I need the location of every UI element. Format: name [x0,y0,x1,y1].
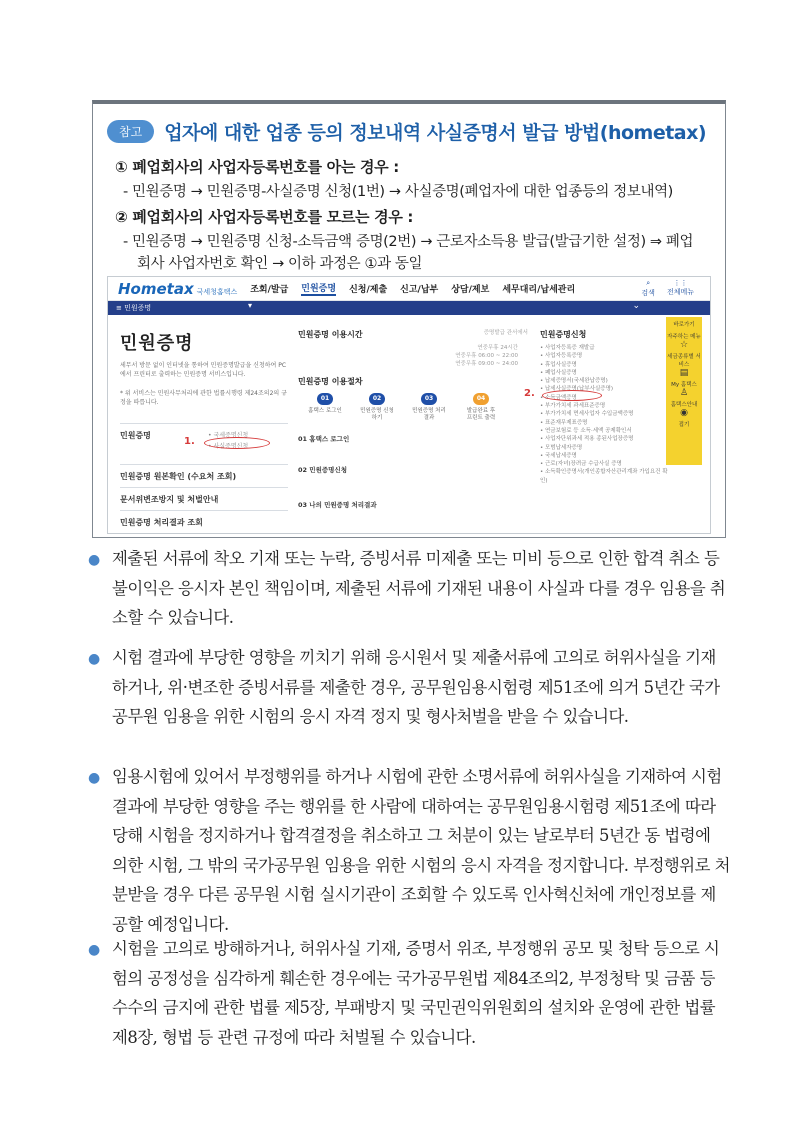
apply-item-11[interactable]: • 사업자단위과세 적용 종된사업장증명 [540,436,634,443]
bullet-icon: ● [88,942,101,958]
step-2: 02 민원증명 신청하기 [360,395,394,421]
nav-item-agent[interactable]: 세무대리/납세관리 [502,285,576,295]
quick-link-my-hometax[interactable]: My 홈택스 ♙ [666,381,702,397]
apply-list-title: 민원증명신청 [540,330,587,339]
page-title: 민원증명 [120,333,194,354]
mid-item-apply-desc [298,474,528,494]
apply-item-9[interactable]: • 표준재무제표증명 [540,419,588,426]
bullet-icon: ● [88,651,101,667]
breadcrumb[interactable]: ≡ 민원증명 [116,304,152,312]
reference-header [107,118,706,145]
menu-item-certificate[interactable]: 민원증명 • 국세증명신청 • 사실증명신청 [120,423,288,463]
quick-link-favorites[interactable]: 자주하는 메뉴 ☆ [667,334,701,350]
apply-item-12[interactable]: • 모범납세자증명 [540,444,583,451]
left-column [120,329,288,407]
quick-link-title: 바로가기 [673,322,695,328]
case1-heading: ① 폐업회사의 사업자등록번호를 아는 경우 : [115,158,399,176]
quick-link-guide[interactable]: 홈택스안내 ◉ [666,401,702,417]
apply-item-4[interactable]: • 납세증명서(국세완납증명) [540,378,608,385]
highlight-oval-2 [542,390,602,401]
star-icon: ☆ [679,340,689,350]
hours-link[interactable]: 증명발급 관서에서 [483,330,528,336]
help-icon: ◉ [680,408,688,418]
search-button[interactable]: ⌕ 검색 [641,279,655,297]
note-4: 시험을 고의로 방해하거나, 허위사실 기재, 증명서 위조, 부정행위 공모 및 청탁 등으로 시험의 공정성을 심각하게 훼손한 경우에는 국가공무원법 제84조의2, 부정청탁 및 금품 등 수수의 금지에 관한 법률 제5장, 부패방지 및 국민권익위원회의 설치와 운영에 관한 법률 제8장, 형법 등 관련 규정에 따라 처벌될 수 있습니다. [112,939,720,1047]
note-2: 시험 결과에 부당한 영향을 끼치기 위해 응시원서 및 제출서류에 고의로 허위사실을 기재하거나, 위·변조한 증빙서류를 제출한 경우, 공무원임용시험령 제51조에 의거 5년간 국가공무원 임용을 위한 시험의 응시 자격 정지 및 형사처벌을 받을 수 있습니다. [112,648,720,726]
note-1: 제출된 서류에 착오 기재 또는 누락, 증빙서류 미제출 또는 미비 등으로 인한 합격 취소 등 불이익은 응시자 본인 책임이며, 제출된 서류에 기재된 내용이 사실과 다를 경우 임용을 취소할 수 있습니다. [112,549,726,627]
page-note: * 위 서비스는 민원사무처리에 관한 법률시행령 제24조의2의 규정을 따릅니다. [120,390,287,406]
menu-item-original-check[interactable]: 민원증명 원본확인 (수요처 조회) [120,464,288,486]
mid-item-login-desc [298,443,528,459]
hours-title: 민원증명 이용시간 [298,330,363,339]
right-column [540,329,668,485]
apply-item-5[interactable]: • 납세사실증명(납부사실증명) [540,386,614,393]
chevron-down-icon[interactable]: ⌄ [632,301,640,311]
highlight-oval-1 [204,437,270,449]
page-description: 세무서 방문 없이 인터넷을 통하여 민원증명발급을 신청하여 PC에서 프린터로 출력하는 민원증명 서비스입니다. [120,362,287,378]
procedure-steps [298,393,528,422]
apply-item-10[interactable]: • 연금보험료 등 소득·세액 공제확인서 [540,427,632,434]
nav-item-apply[interactable]: 신청/제출 [349,285,388,295]
procedure-title: 민원증명 이용절차 [298,377,363,386]
step-3: 03 민원증명 처리결과 [412,395,446,421]
nav-item-lookup[interactable]: 조회/발급 [250,285,289,295]
header-icons [641,279,710,298]
step-1: 01 홈택스 로그인 [308,395,342,414]
apply-item-3[interactable]: • 폐업사실증명 [540,369,577,376]
hours-weekday: 연중무휴 24시간 [477,345,518,351]
mid-item-login: 01 홈택스 로그인 [298,435,350,443]
apply-item-8[interactable]: • 부가가치세 면세사업자 수입금액증명 [540,411,634,418]
case2-line1: - 민원증명 → 민원증명 신청-소득금액 증명(2번) → 근로자소득용 발급(발급기한 설정) ⇒ 폐업 [123,234,694,250]
all-menu-button[interactable]: ⋮⋮ 전체메뉴 [666,279,694,296]
step-4: 04 발급완료 후 프린트 출력 [466,395,496,421]
bullet-icon: ● [88,552,101,568]
dropdown-icon[interactable]: ▾ [248,301,253,310]
document-icon: ▤ [679,368,689,378]
submenu-national-tax[interactable]: • 국세증명신청 [208,432,249,439]
hours-time1: 연중무휴 06:00 ~ 22:00 [455,353,518,359]
apply-list [540,344,668,485]
case2-heading: ② 폐업회사의 사업자등록번호를 모르는 경우 : [115,208,414,226]
hometax-header [108,277,710,301]
quick-link-collapse[interactable]: 접기 [678,422,690,428]
middle-column [298,329,528,509]
case2-line2: 회사 사업자번호 확인 → 이하 과정은 ①과 동일 [137,256,423,272]
reference-title: 업자에 대한 업종 등의 정보내역 사실증명서 발급 방법(hometax) [164,122,707,144]
hometax-logo[interactable]: Hometax 국세청홈택스 [118,279,238,298]
search-icon: ⌕ [646,279,651,287]
apply-item-6[interactable]: • 소득금액증명 [540,394,577,401]
nav-item-report[interactable]: 신고/납부 [400,285,439,295]
apply-item-7[interactable]: • 부가가치세 과세표준증명 [540,403,606,410]
reference-box [92,100,726,538]
quick-link-strip [666,317,702,465]
apply-item-14[interactable]: • 근로(자녀)장려금 수급사실 증명 [540,461,622,468]
apply-item-13[interactable]: • 국세납세증명 [540,452,577,459]
mid-item-apply: 02 민원증명신청 [298,466,347,474]
breadcrumb-bar [108,301,710,315]
reference-tag: 참고 [107,120,154,143]
hours-time2: 연중무휴 09:00 ~ 24:00 [455,361,518,367]
nav-item-consult[interactable]: 상담/제보 [451,285,490,295]
apply-item-0[interactable]: • 사업자등록증 재발급 [540,345,595,351]
hometax-screenshot [107,276,711,534]
note-3: 임용시험에 있어서 부정행위를 하거나 시험에 관한 소명서류에 허위사실을 기재하여 시험결과에 부당한 영향을 주는 행위를 한 사람에 대하여는 공무원임용시험령 제51조에 따라 당해 시험을 정지하거나 합격결정을 취소하고 그 처분이 있는 날로부터 5년간 동 법령에 의한 시험, 그 밖의 국가공무원 임용을 위한 시험의 응시 자격을 정지합니다. 부정행위로 처분받을 경우 다른 공무원 시험 실시기관이 조회할 수 있도록 인사혁신처에 개인정보를 제공할 예정입니다. [112,767,730,934]
case1-line: - 민원증명 → 민원증명-사실증명 신청(1번) → 사실증명(폐업자에 대한 업종등의 정보내역) [123,184,673,200]
marker-1: 1. [184,436,195,447]
apply-item-15[interactable]: • 소득확인증명서(개인종합자산관리계좌 가입요건 확인) [540,469,668,484]
nav-item-certificate[interactable]: 민원증명 [301,281,336,296]
bullet-icon: ● [88,770,101,786]
mid-item-result: 03 나의 민원증명 처리결과 [298,501,377,509]
marker-2: 2. [524,388,535,399]
apply-item-1[interactable]: • 사업자등록증명 [540,353,583,360]
quick-link-tax-service[interactable]: 세금종류별 서비스 ▤ [667,354,701,378]
menu-item-result-lookup[interactable]: 민원증명 처리결과 조회 [120,510,288,532]
menu-item-forgery-prevention[interactable]: 문서위변조방지 및 처벌안내 [120,487,288,509]
apply-item-2[interactable]: • 휴업사실증명 [540,361,577,368]
grid-icon: ⋮⋮ [673,279,688,287]
user-icon: ♙ [679,388,689,398]
submenu-fact-certificate[interactable]: • 사실증명신청 [208,443,249,450]
